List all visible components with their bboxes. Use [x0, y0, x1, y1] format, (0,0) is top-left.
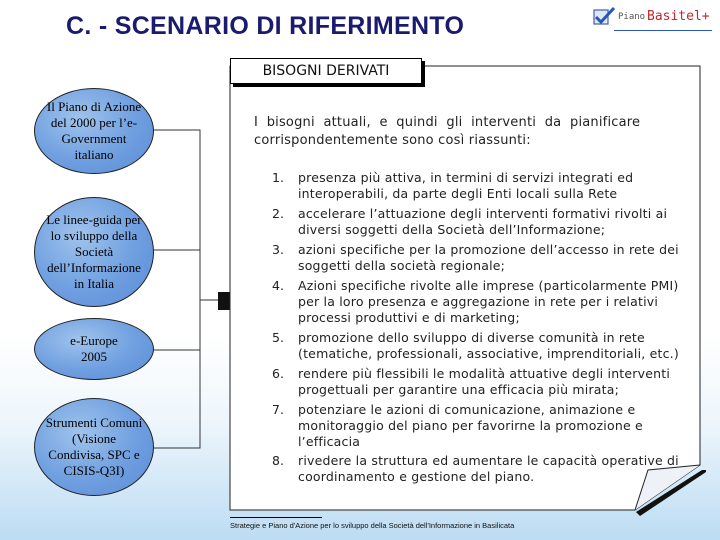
oval-line: italiano [74, 147, 114, 162]
footer-divider [230, 517, 322, 518]
need-line: per la loro presenza e aggregazione in rete per i relativi [298, 294, 659, 309]
source-oval-e-europe [34, 318, 154, 380]
need-line: rivedere la struttura ed aumentare le capacità operative di [298, 453, 679, 468]
need-number: 3. [272, 242, 284, 257]
need-number: 4. [272, 278, 284, 293]
need-number: 6. [272, 366, 284, 381]
need-line: accelerare l’attuazione degli interventi formativi rivolti ai [298, 206, 668, 221]
oval-line: Government [61, 131, 127, 146]
need-line: soggetti della società regionale; [298, 258, 506, 273]
source-oval-linee-guida [34, 197, 154, 307]
oval-line: 2005 [80, 349, 107, 364]
need-line: diversi soggetti della Società dell’Informazione; [298, 222, 606, 237]
oval-line: CISIS-Q3I) [63, 463, 125, 478]
section-label: BISOGNI DERIVATI [230, 58, 422, 84]
need-line: promozione dello sviluppo di diverse comunità in rete [298, 330, 645, 345]
logo-brand-text: Basitel+ [647, 9, 710, 24]
need-line: coordinamento e gestione del piano. [298, 469, 535, 484]
need-line: interoperabili, da parte degli Enti locali sulla Rete [298, 186, 618, 201]
need-number: 8. [272, 453, 284, 468]
oval-line: in Italia [73, 276, 115, 291]
need-number: 7. [272, 402, 284, 417]
need-line: processi produttivi e di marketing; [298, 310, 520, 325]
need-line: potenziare le azioni di comunicazione, animazione e [298, 402, 636, 417]
page-title: C. - SCENARIO DI RIFERIMENTO [66, 12, 465, 40]
need-number: 5. [272, 330, 284, 345]
need-line: progettuali per garantire una efficacia più mirata; [298, 382, 620, 397]
need-number: 2. [272, 206, 284, 221]
need-line: presenza più attiva, in termini di servizi integrati ed [298, 170, 634, 185]
oval-line: Strumenti Comuni [45, 415, 143, 430]
oval-line: dell’Informazione [47, 260, 141, 275]
need-number: 1. [272, 170, 284, 185]
intro-paragraph [254, 114, 684, 150]
need-line: Azioni specifiche rivolte alle imprese (particolarmente PMI) [298, 278, 679, 293]
oval-line: Condivisa, SPC e [48, 447, 140, 462]
source-oval-piano-azione [34, 88, 154, 174]
oval-line: e-Europe [70, 333, 118, 348]
need-line: l’efficacia [298, 434, 361, 449]
intro-line: I bisogni attuali, e quindi gli interventi da pianificare [254, 115, 641, 130]
oval-line: (Visione [71, 431, 116, 446]
need-line: azioni specifiche per la promozione dell’accesso in rete dei [298, 242, 679, 257]
oval-line: lo sviluppo della [50, 228, 138, 243]
source-oval-strumenti-comuni [34, 398, 154, 496]
need-line: monitoraggio del piano per favorirne la promozione e [298, 418, 643, 433]
oval-line: Società [74, 244, 114, 259]
oval-line: Le linee-guida per [46, 212, 142, 227]
oval-line: del 2000 per l’e- [50, 115, 138, 130]
footer-text: Strategie e Piano d'Azione per lo sviluppo della Società dell'Informazione in Basilicata [230, 521, 515, 530]
intro-line: corrispondentemente sono così riassunti: [254, 133, 531, 148]
oval-line: Il Piano di Azione [46, 99, 142, 114]
need-line: rendere più flessibili le modalità attuative degli interventi [298, 366, 671, 381]
logo-small-text: Piano [618, 12, 646, 22]
need-line: (tematiche, professionali, associative, imprenditoriali, etc.) [298, 346, 679, 361]
